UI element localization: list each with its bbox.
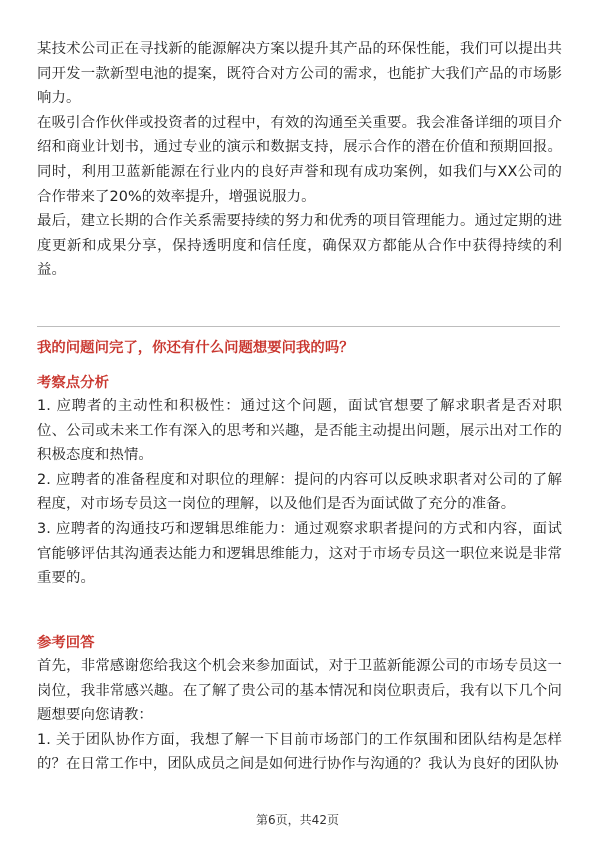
section-divider <box>37 326 560 327</box>
reference-paragraph: 首先，非常感谢您给我这个机会来参加面试，对于卫蓝新能源公司的市场专员这一岗位，我非常感兴趣。在了解了贵公司的基本情况和岗位职责后，我有以下几个问题想要向您请教： <box>37 658 562 724</box>
body-paragraph: 最后，建立长期的合作关系需要持续的努力和优秀的项目管理能力。通过定期的进度更新和成果分享，保持透明度和信任度，确保双方都能从合作中获得持续的利益。 <box>37 213 562 279</box>
reference-heading: 参考回答 <box>37 635 95 651</box>
reference-paragraph: 1. 关于团队协作方面，我想了解一下目前市场部门的工作氛围和团队结构是怎样的？在日常工作中，团队成员之间是如何进行协作与沟通的？我认为良好的团队协 <box>37 731 562 773</box>
analysis-item: 2. 应聘者的准备程度和对职位的理解：提问的内容可以反映求职者对公司的了解程度，对市场专员这一岗位的理解，以及他们是否为面试做了充分的准备。 <box>37 471 562 513</box>
body-paragraph: 某技术公司正在寻找新的能源解决方案以提升其产品的环保性能，我们可以提出共同开发一款新型电池的提案，既符合对方公司的需求，也能扩大我们产品的市场影响力。 <box>37 41 562 107</box>
question-heading: 我的问题问完了，你还有什么问题想要问我的吗？ <box>37 340 354 356</box>
top-text-block <box>37 37 562 283</box>
body-paragraph: 在吸引合作伙伴或投资者的过程中，有效的沟通至关重要。我会准备详细的项目介绍和商业计划书，通过专业的演示和数据支持，展示合作的潜在价值和预期回报。同时，利用卫蓝新能源在行业内的良好声誉和现有成功案例，如我们与XX公司的合作带来了20%的效率提升，增强说服力。 <box>37 114 562 205</box>
analysis-item: 3. 应聘者的沟通技巧和逻辑思维能力：通过观察求职者提问的方式和内容，面试官能够评估其沟通表达能力和逻辑思维能力，这对于市场专员这一职位来说是非常重要的。 <box>37 520 562 587</box>
analysis-heading: 考察点分析 <box>37 375 109 391</box>
reference-section <box>37 632 562 777</box>
page-number: 第6页，共42页 <box>256 813 339 827</box>
analysis-item: 1. 应聘者的主动性和积极性：通过这个问题，面试官想要了解求职者是否对职位、公司或未来工作有深入的思考和兴趣，是否能主动提出问题，展示出对工作的积极态度和热情。 <box>37 398 562 464</box>
analysis-section <box>37 372 562 591</box>
